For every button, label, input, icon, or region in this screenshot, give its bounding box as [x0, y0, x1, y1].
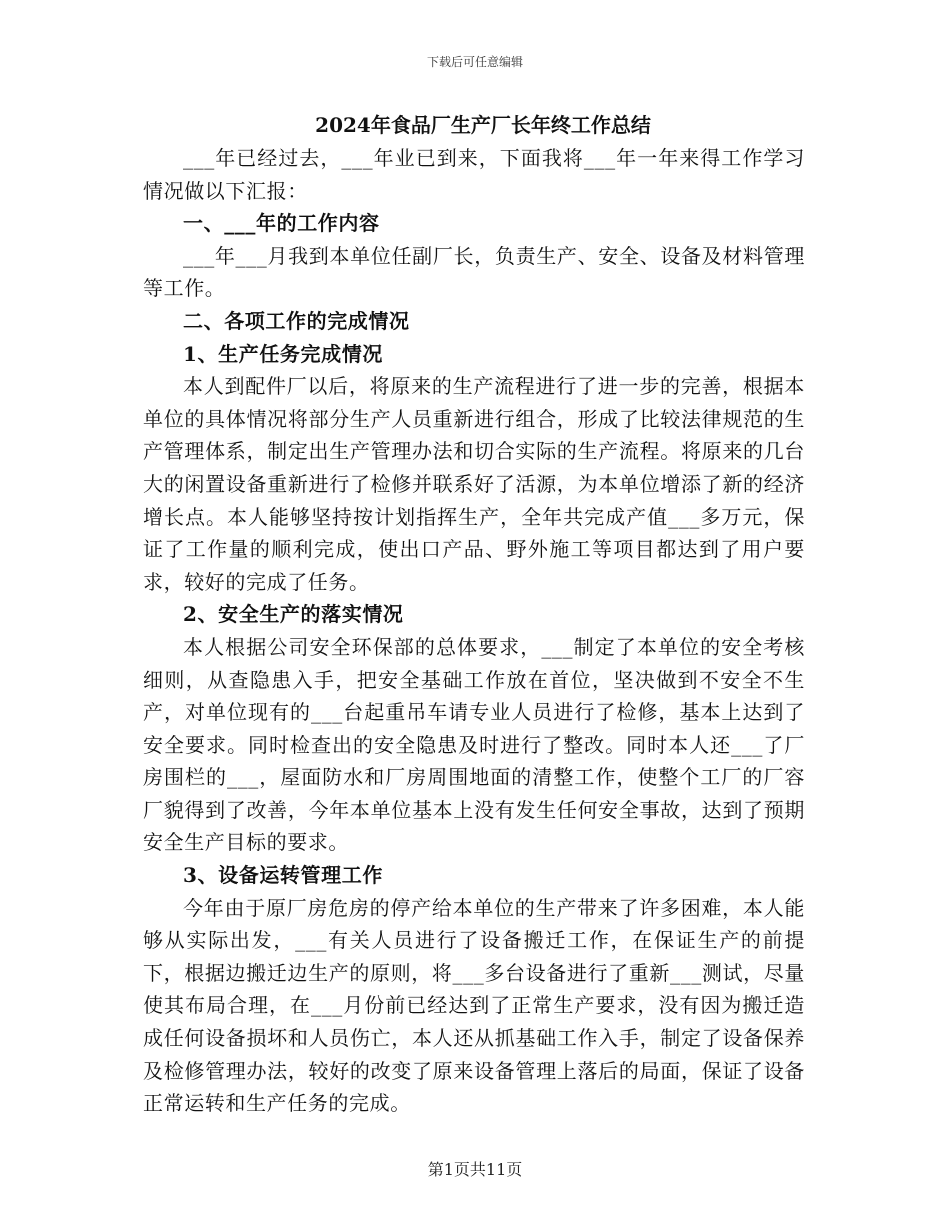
page-number: 第1页共11页	[427, 1160, 523, 1179]
equipment-paragraph: 今年由于原厂房危房的停产给本单位的生产带来了许多困难，本人能够从实际出发，___有关人员进行了设备搬迁工作，在保证生产的前提下，根据边搬迁边生产的原则，将___多台设备进行了重新___测试，尽量使其布局合理，在___月份前已经达到了正常生产要求，没有因为搬迁造成任何设备损坏和人员伤亡，本人还从抓基础工作入手，制定了设备保养及检修管理办法，较好的改变了原来设备管理上落后的局面，保证了设备正常运转和生产任务的完成。	[143, 895, 805, 1116]
subsection-heading-safety: 2、安全生产的落实情况	[183, 602, 404, 627]
document-body	[143, 108, 805, 1120]
document-title: 2024年食品厂生产厂长年终工作总结	[315, 113, 651, 137]
section-1-paragraph: ___年___月我到本单位任副厂长，负责生产、安全、设备及材料管理等工作。	[143, 243, 805, 301]
section-heading-2: 二、各项工作的完成情况	[183, 308, 410, 333]
section-heading-1: 一、___年的工作内容	[183, 211, 380, 236]
safety-paragraph: 本人根据公司安全环保部的总体要求，___制定了本单位的安全考核细则，从查隐患入手，把安全基础工作放在首位，坚决做到不安全不生产，对单位现有的___台起重吊车请专业人员进行了检修，基本上达到了安全要求。同时检查出的安全隐患及时进行了整改。同时本人还___了厂房围栏的___，屋面防水和厂房周围地面的清整工作，使整个工厂的厂容厂貌得到了改善，今年本单位基本上没有发生任何安全事故，达到了预期安全生产目标的要求。	[143, 634, 805, 855]
production-paragraph: 本人到配件厂以后，将原来的生产流程进行了进一步的完善，根据本单位的具体情况将部分生产人员重新进行组合，形成了比较法律规范的生产管理体系，制定出生产管理办法和切合实际的生产流程。将原来的几台大的闲置设备重新进行了检修并联系好了活源，为本单位增添了新的经济增长点。本人能够坚持按计划指挥生产，全年共完成产值___多万元，保证了工作量的顺利完成，使出口产品、野外施工等项目都达到了用户要求，较好的完成了任务。	[143, 374, 805, 594]
subsection-heading-production: 1、生产任务完成情况	[183, 341, 383, 366]
intro-paragraph: ___年已经过去，___年业已到来，下面我将___年一年来得工作学习情况做以下汇报：	[143, 146, 805, 203]
subsection-heading-equipment: 3、设备运转管理工作	[183, 863, 383, 888]
header-note: 下载后可任意编辑	[426, 55, 523, 69]
